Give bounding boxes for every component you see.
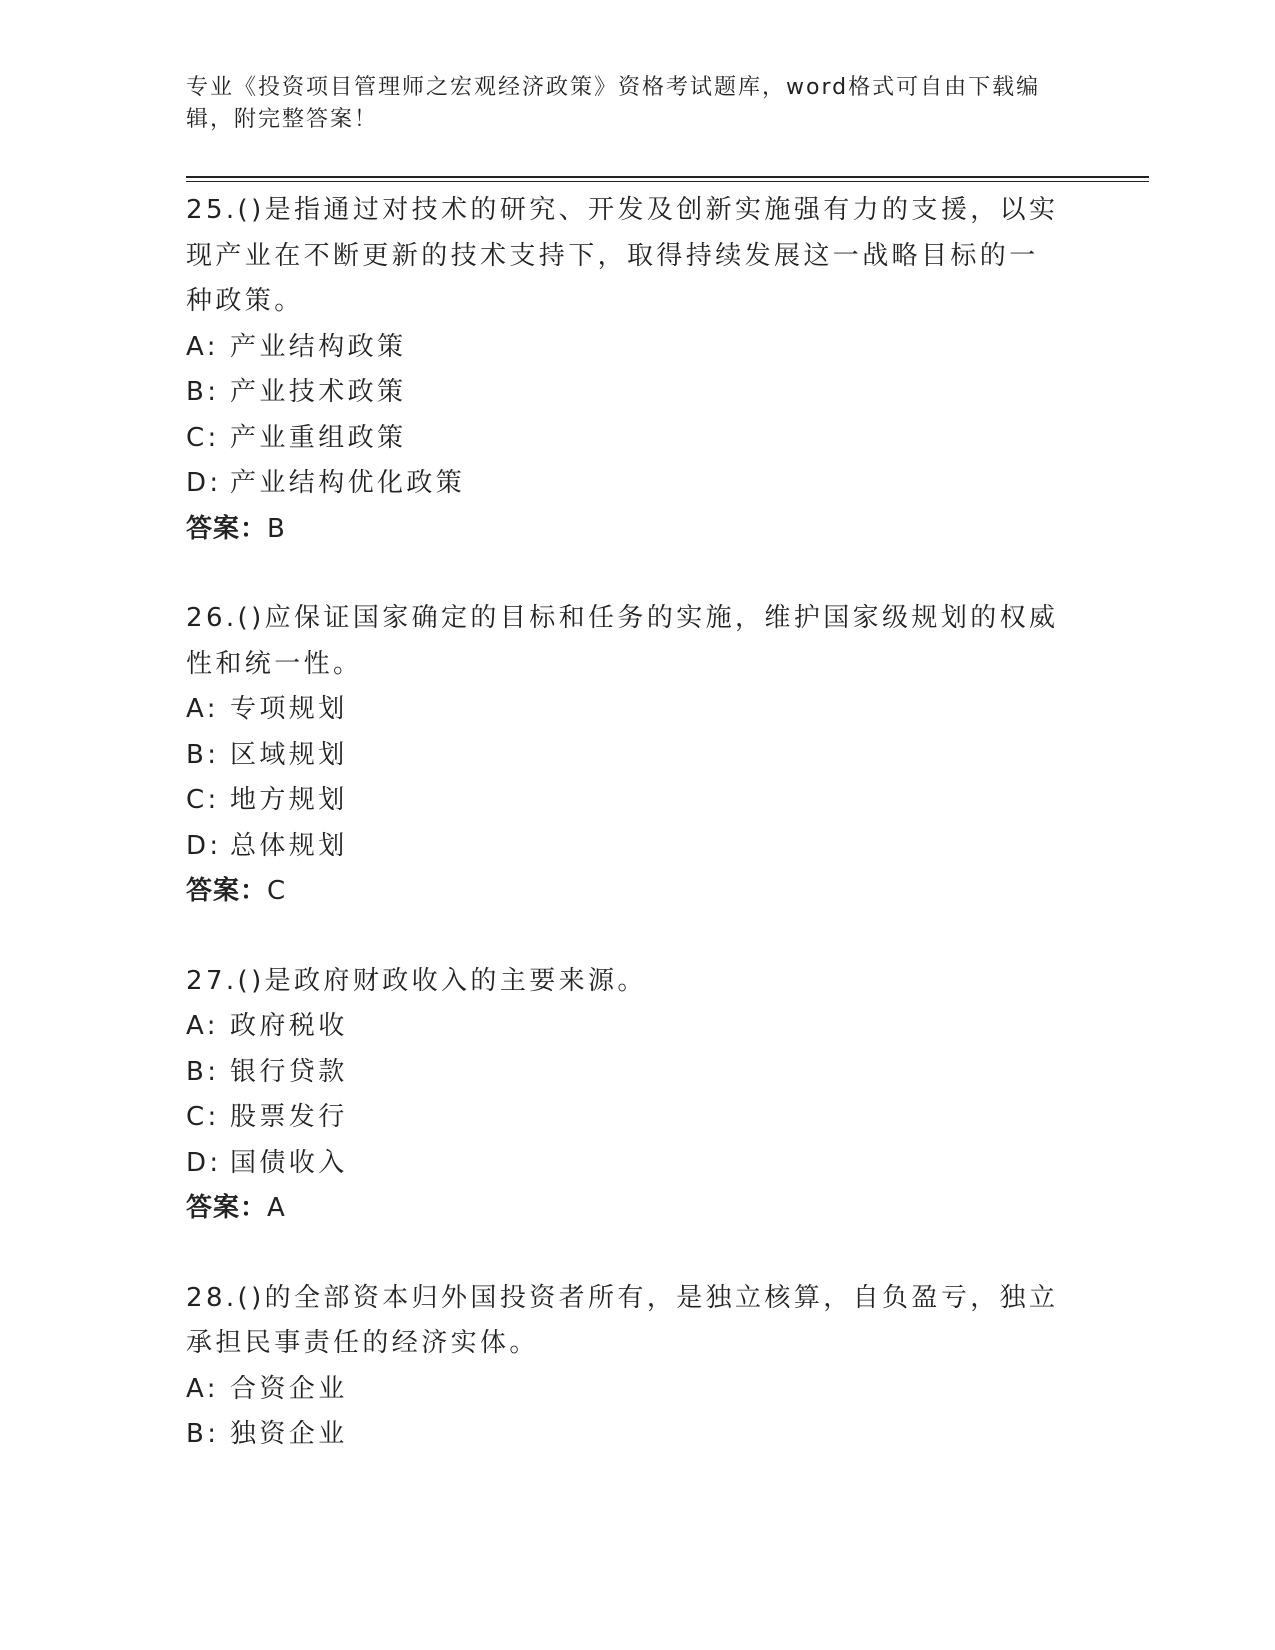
option-label: D: [186,468,222,498]
option-label: D: [186,830,222,861]
option-label: B: [186,1419,220,1449]
option-a [186,1367,1086,1413]
option-label: A: [186,1011,219,1041]
option-b [186,370,1086,416]
question-text: 26.()应保证国家确定的目标和任务的实施，维护国家级规划的权威性和统一性。 [186,603,1059,679]
option-text: 产业重组政策 [230,422,407,453]
option-a [186,325,1086,371]
option-text: 合资企业 [230,1373,348,1404]
option-label: A: [186,1373,219,1404]
option-text: 政府税收 [230,1011,348,1041]
option-label: C: [186,422,220,453]
option-label: C: [186,785,220,815]
question-text: 27.()是政府财政收入的主要来源。 [186,965,647,996]
option-text: 国债收入 [230,1147,348,1178]
option-d [186,824,1086,870]
option-b [186,1412,1086,1458]
option-text: 专项规划 [230,694,348,724]
option-d [186,461,1086,507]
question-list [186,188,1086,1458]
option-text: 总体规划 [230,830,348,861]
option-text: 银行贷款 [230,1056,348,1087]
question-text: 28.()的全部资本归外国投资者所有，是独立核算，自负盈亏，独立承担民事责任的经济实体。 [186,1282,1059,1358]
option-text: 产业结构优化政策 [230,468,466,498]
question-27 [186,959,1086,1232]
option-text: 产业技术政策 [230,377,407,407]
option-a [186,1004,1086,1050]
option-label: B: [186,739,220,770]
option-text: 产业结构政策 [230,331,407,362]
answer-label: 答案： [186,1193,268,1223]
option-c [186,1095,1086,1141]
answer-value: C [267,876,287,906]
question-spacer [186,1232,1086,1276]
option-b [186,1050,1086,1096]
answer-label: 答案： [186,513,268,544]
answer-line [186,507,1086,553]
question-25 [186,188,1086,552]
question-28 [186,1276,1086,1458]
option-text: 区域规划 [230,739,348,770]
option-b [186,733,1086,779]
option-c [186,416,1086,462]
question-spacer [186,915,1086,959]
answer-value: B [267,513,286,544]
question-spacer [186,552,1086,596]
answer-label: 答案： [186,876,268,906]
option-label: B: [186,377,220,407]
option-a [186,687,1086,733]
option-label: D: [186,1147,222,1178]
option-text: 地方规划 [230,785,348,815]
option-label: A: [186,331,219,362]
question-text: 25.()是指通过对技术的研究、开发及创新实施强有力的支援，以实现产业在不断更新的技术支持下，取得持续发展这一战略目标的一种政策。 [186,195,1059,316]
option-text: 独资企业 [230,1419,348,1449]
answer-value: A [267,1193,286,1223]
option-label: C: [186,1102,220,1132]
document-header: 专业《投资项目管理师之宏观经济政策》资格考试题库，word格式可自由下载编辑，附完整答案！ [186,75,1041,132]
header-divider-thin [186,181,1149,182]
option-text: 股票发行 [230,1102,348,1132]
question-26 [186,596,1086,915]
option-c [186,778,1086,824]
header-divider-thick [186,176,1149,178]
option-d [186,1141,1086,1187]
answer-line [186,869,1086,915]
answer-line [186,1186,1086,1232]
option-label: A: [186,694,219,724]
option-label: B: [186,1056,220,1087]
